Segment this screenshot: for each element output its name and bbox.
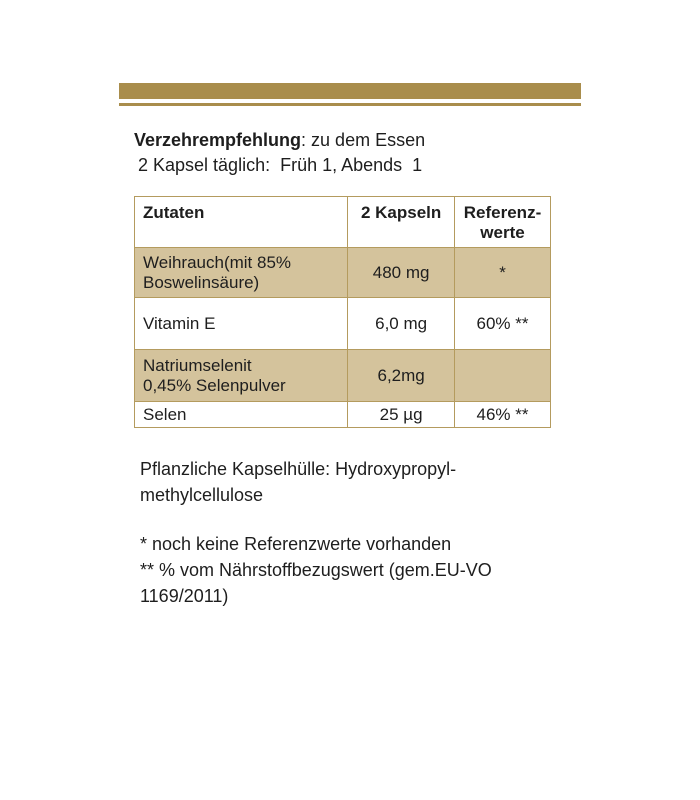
table-row [135,350,551,402]
ingredient-reference: 46% ** [455,402,551,428]
recommendation-text: : zu dem Essen [301,130,426,150]
header-gold-line [119,103,581,106]
footnote-nrv: ** % vom Nährstoffbezugswert (gem.EU-VO [140,560,492,580]
table-header-row [135,197,551,248]
ingredient-reference: 60% ** [455,298,551,350]
ingredient-name: Selen [135,402,348,428]
dosage-line: 2 Kapsel täglich: Früh 1, Abends 1 [138,155,423,175]
ingredient-amount: 6,2mg [348,350,455,402]
table-row [135,248,551,298]
table-row [135,402,551,428]
recommendation-label: Verzehrempfehlung [134,130,302,150]
header-amount: 2 Kapseln [348,197,455,248]
recommendation-line [134,127,425,153]
footnote-regulation: 1169/2011) [140,586,229,606]
capsule-shell-info: Pflanzliche Kapselhülle: Hydroxypropyl- methylcellulose [140,459,457,505]
header-reference: Referenz- werte [455,197,551,248]
header-ingredients: Zutaten [135,197,348,248]
ingredient-name: Weihrauch(mit 85% Boswelinsäure) [135,248,348,298]
footnotes [140,531,492,609]
ingredient-reference: * [455,248,551,298]
ingredient-reference [455,350,551,402]
ingredient-name: Vitamin E [135,298,348,350]
ingredient-amount: 6,0 mg [348,298,455,350]
nutrition-table [134,196,551,428]
ingredient-name: Natriumselenit 0,45% Selenpulver [135,350,348,402]
header-gold-band [119,83,581,99]
ingredient-amount: 25 µg [348,402,455,428]
ingredient-amount: 480 mg [348,248,455,298]
footnote-no-reference: * noch keine Referenzwerte vorhanden [140,534,452,554]
table-row [135,298,551,350]
